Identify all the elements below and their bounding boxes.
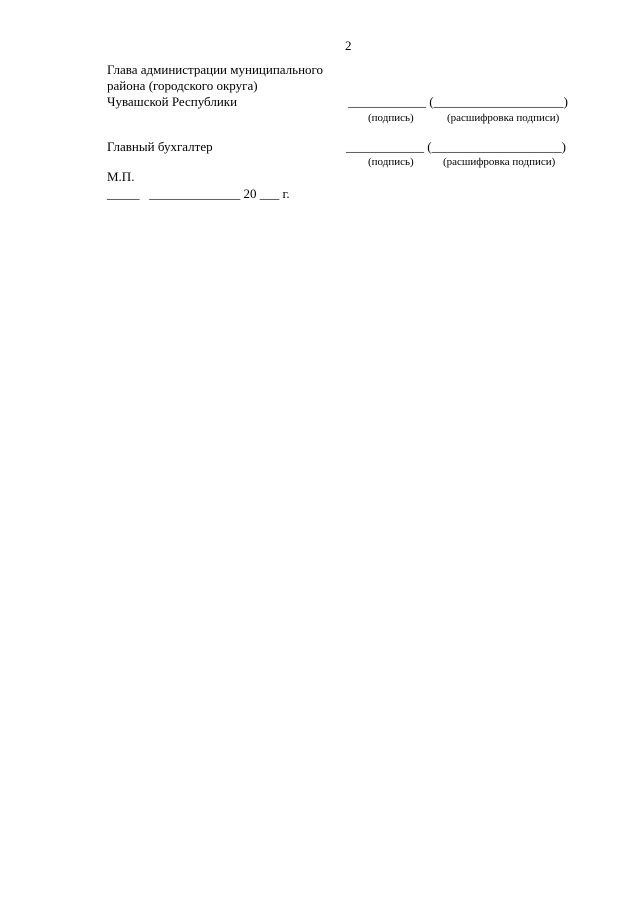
accountant-signature-caption: (подпись) — [368, 156, 414, 168]
accountant-signature-line: ____________ (____________________) — [346, 139, 566, 154]
head-title-line-2: района (городского округа) — [107, 78, 258, 93]
accountant-title: Главный бухгалтер — [107, 139, 213, 154]
date-line: _____ ______________ 20 ___ г. — [107, 186, 290, 201]
head-decoding-caption: (расшифровка подписи) — [447, 112, 560, 124]
head-title-line-3: Чувашской Республики — [107, 94, 238, 109]
head-title-line-1: Глава администрации муниципального — [107, 62, 324, 77]
page-number: 2 — [345, 38, 352, 53]
accountant-decoding-caption: (расшифровка подписи) — [443, 156, 556, 168]
head-signature-line: ____________ (____________________) — [348, 94, 568, 109]
head-signature-caption: (подпись) — [368, 112, 414, 124]
stamp-label: М.П. — [107, 169, 135, 184]
